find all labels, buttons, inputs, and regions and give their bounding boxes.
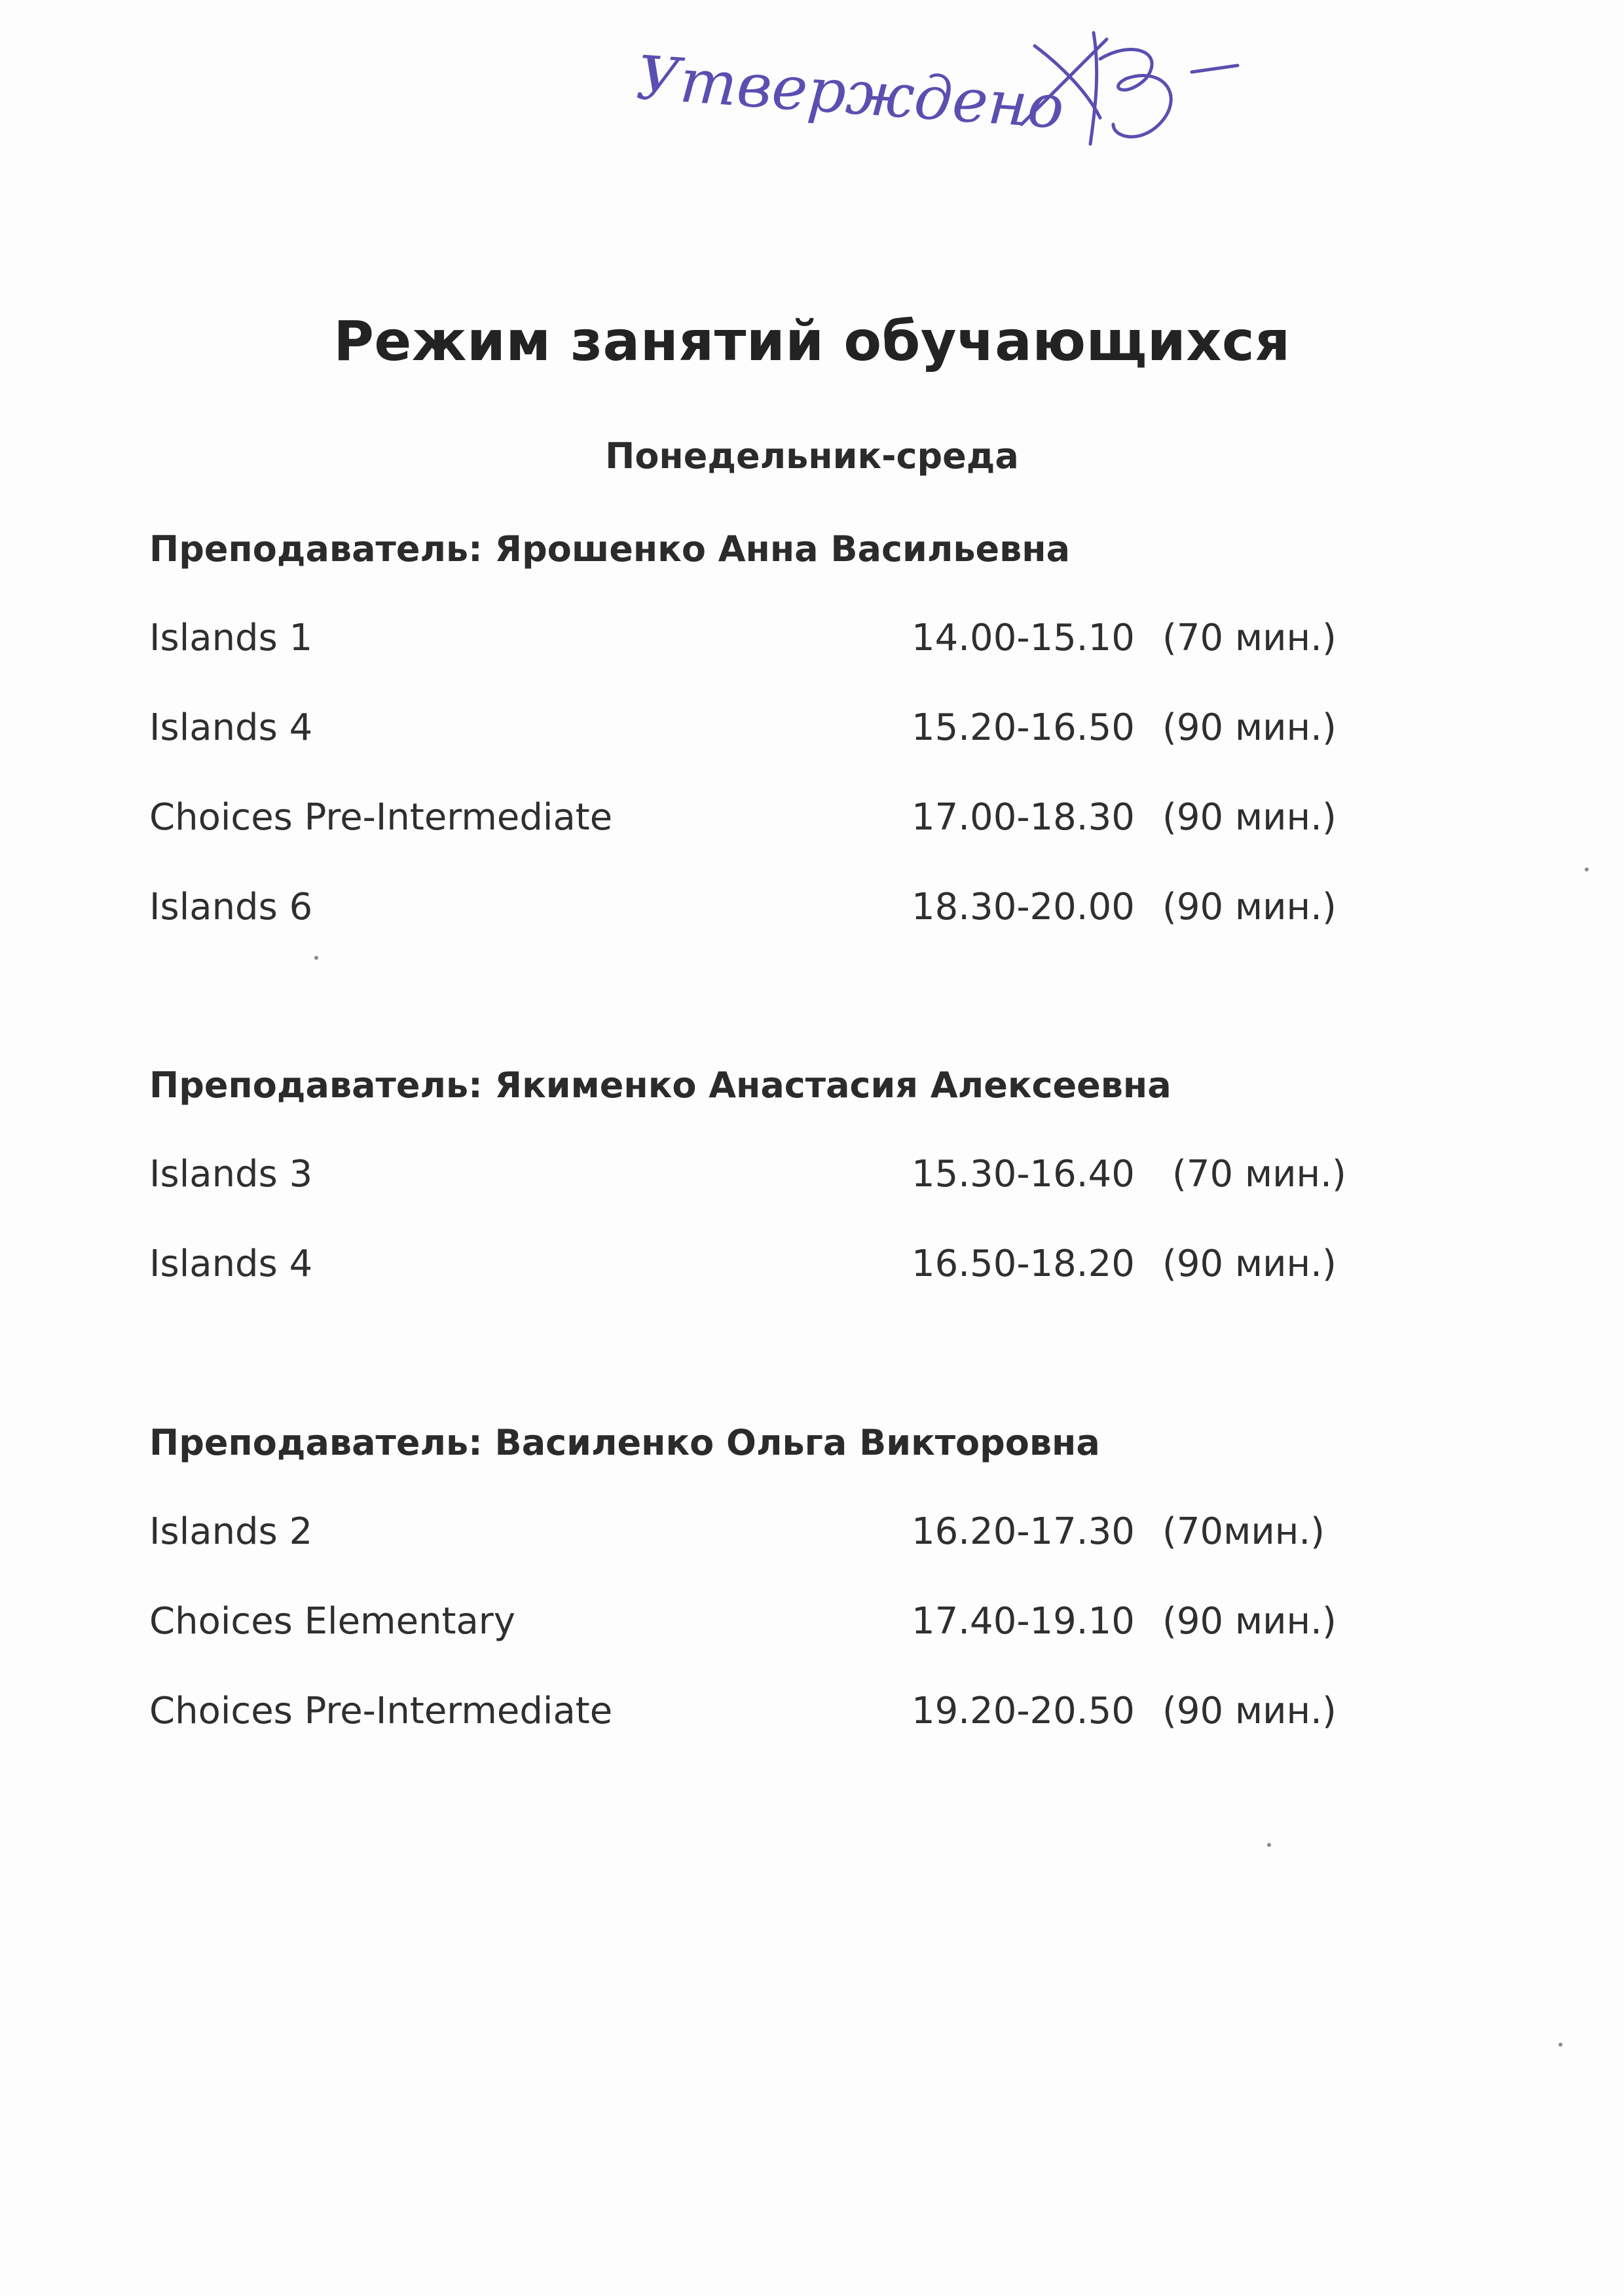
lesson-time: 16.50-18.20 [912, 1243, 1135, 1285]
signature-graphic [629, 20, 1323, 164]
lesson-course: Islands 6 [149, 886, 313, 928]
lesson-duration: (90 мин.) [1162, 1600, 1337, 1643]
lesson-time: 15.20-16.50 [912, 706, 1135, 749]
lesson-course: Islands 4 [149, 706, 313, 749]
approval-handwriting [629, 20, 1323, 164]
lesson-row [0, 706, 1624, 759]
lesson-row [0, 1510, 1624, 1563]
lesson-duration: (70мин.) [1162, 1510, 1325, 1553]
lesson-row [0, 1153, 1624, 1205]
scan-speck [1559, 2043, 1562, 2047]
period-subtitle: Понедельник-среда [605, 435, 1019, 477]
lesson-row [0, 617, 1624, 669]
lesson-time: 17.00-18.30 [912, 796, 1135, 839]
lesson-duration: (90 мин.) [1162, 1690, 1337, 1732]
lesson-course: Islands 4 [149, 1243, 313, 1285]
page-title: Режим занятий обучающихся [333, 309, 1291, 373]
lesson-time: 14.00-15.10 [912, 617, 1135, 659]
lesson-time: 18.30-20.00 [912, 886, 1135, 928]
teacher-heading: Преподаватель: Ярошенко Анна Васильевна [149, 528, 1071, 570]
scan-speck [314, 956, 318, 960]
lesson-row [0, 796, 1624, 848]
scan-speck [1585, 867, 1589, 871]
teacher-heading: Преподаватель: Якименко Анастасия Алексеевна [149, 1065, 1172, 1106]
lesson-row [0, 1690, 1624, 1742]
lesson-time: 17.40-19.10 [912, 1600, 1135, 1643]
lesson-row [0, 1600, 1624, 1652]
lesson-duration: (90 мин.) [1162, 706, 1337, 749]
lesson-course: Choices Pre-Intermediate [149, 1690, 613, 1732]
approval-note: Утверждено [634, 43, 1067, 143]
lesson-duration: (90 мин.) [1162, 796, 1337, 839]
scan-speck [1267, 1843, 1271, 1847]
lesson-duration: (70 мин.) [1172, 1153, 1346, 1195]
lesson-time: 15.30-16.40 [912, 1153, 1135, 1195]
teacher-heading: Преподаватель: Василенко Ольга Викторовна [149, 1422, 1100, 1463]
lesson-course: Islands 3 [149, 1153, 313, 1195]
lesson-course: Choices Pre-Intermediate [149, 796, 613, 839]
lesson-time: 16.20-17.30 [912, 1510, 1135, 1553]
lesson-course: Islands 1 [149, 617, 313, 659]
lesson-duration: (90 мин.) [1162, 886, 1337, 928]
lesson-course: Choices Elementary [149, 1600, 515, 1643]
lesson-row [0, 1243, 1624, 1295]
lesson-row [0, 886, 1624, 938]
lesson-time: 19.20-20.50 [912, 1690, 1135, 1732]
lesson-course: Islands 2 [149, 1510, 313, 1553]
lesson-duration: (90 мин.) [1162, 1243, 1337, 1285]
lesson-duration: (70 мин.) [1162, 617, 1337, 659]
